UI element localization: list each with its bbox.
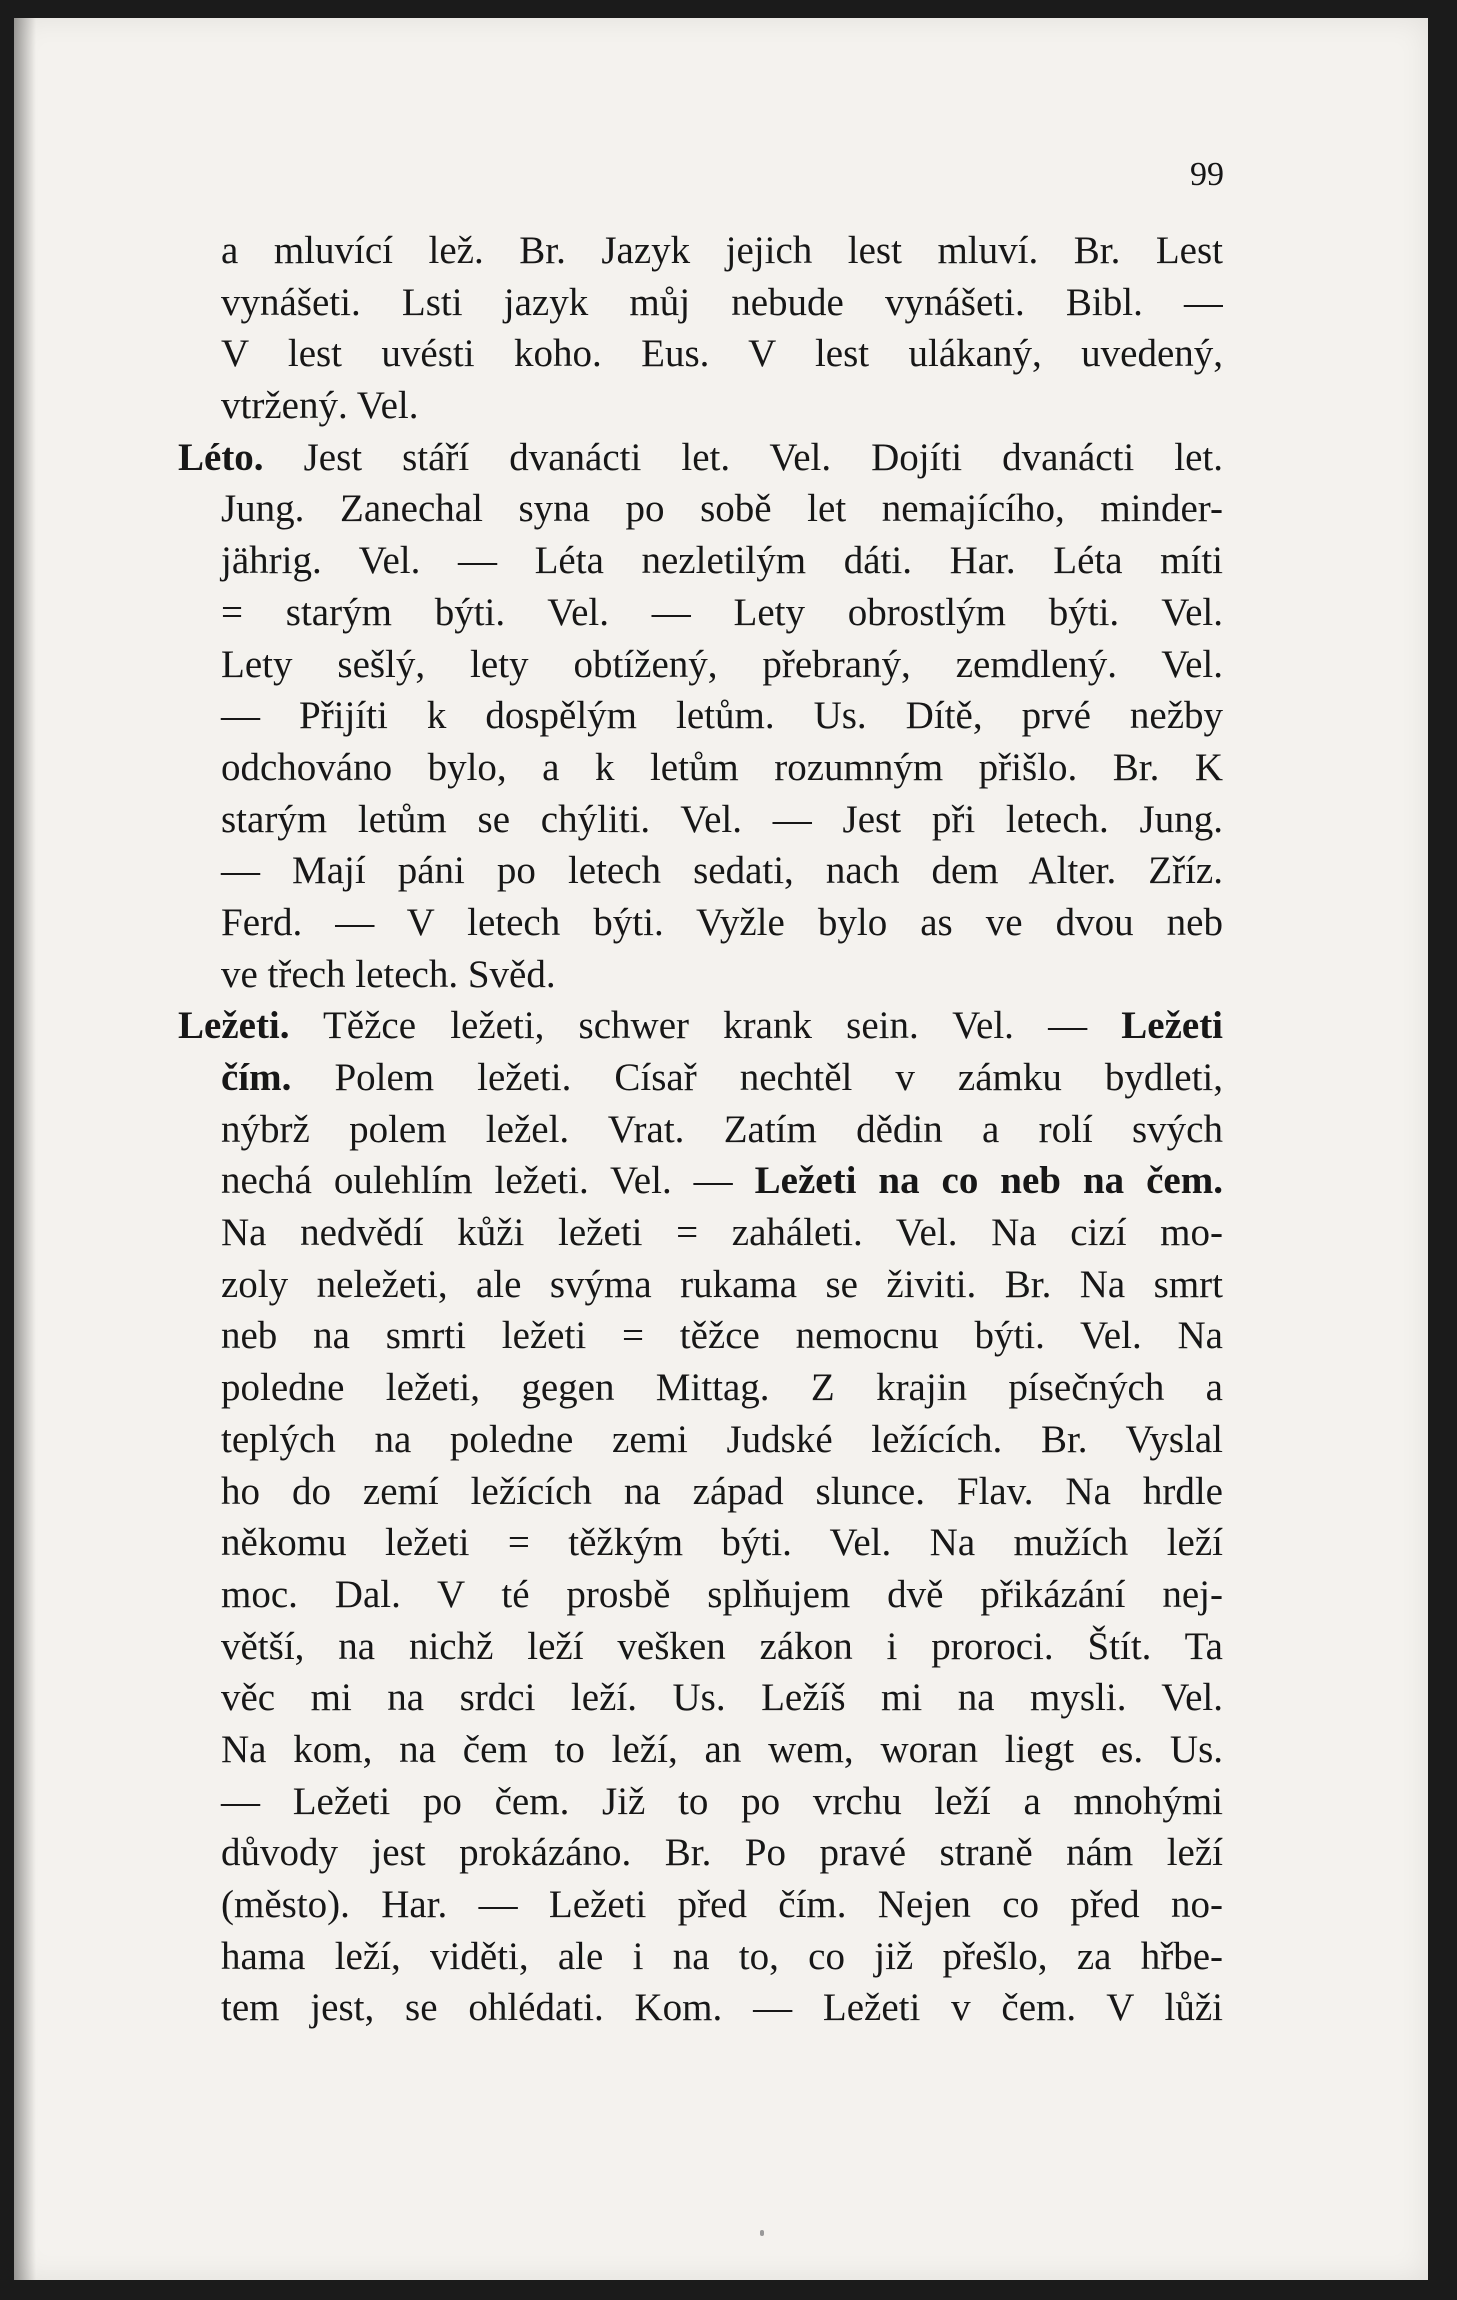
entry-line [178, 1000, 1223, 1052]
text-line: zoly neležeti, ale svýma rukama se živiti. Br. Na smrt [221, 1262, 1223, 1306]
text-line: poledne ležeti, gegen Mittag. Z krajin písečných a [221, 1366, 1223, 1410]
text-line: ve třech letech. Svěd. [221, 952, 556, 996]
page-number: 99 [1190, 156, 1224, 193]
text-line: starým letům se chýliti. Vel. — Jest při letech. Jung. [221, 797, 1223, 841]
text-line: vynášeti. Lsti jazyk můj nebude vynášeti. Bibl. — [221, 280, 1223, 324]
phrase: Ležeti [1121, 1004, 1223, 1048]
text-line: tem jest, se ohlédati. Kom. — Ležeti v čem. V lůži [221, 1986, 1223, 2030]
text-line: Jung. Zanechal syna po sobě let nemajícího, minder- [221, 487, 1223, 531]
text-line: hama leží, viděti, ale i na to, co již přešlo, za hřbe- [221, 1934, 1223, 1978]
text-line: a mluvící lež. Br. Jazyk jejich lest mluví. Br. Lest [221, 229, 1223, 272]
entry-line [178, 432, 1223, 484]
text-line: ho do zemí ležících na západ slunce. Flav. Na hrdle [221, 1469, 1223, 1513]
text-line: neb na smrti ležeti = těžce nemocnu býti. Vel. Na [221, 1314, 1223, 1358]
text-line: = starým býti. Vel. — Lety obrostlým býti. Vel. [221, 590, 1223, 634]
text-line [178, 1052, 1223, 1104]
text-line: odchováno bylo, a k letům rozumným přišlo. Br. K [221, 745, 1223, 789]
dictionary-text [178, 225, 1223, 2034]
text-line: Na kom, na čem to leží, an wem, woran liegt es. Us. [221, 1727, 1223, 1771]
text-fragment: nechá oulehlím ležeti. Vel. — [221, 1159, 733, 1203]
text-line: moc. Dal. V té prosbě splňujem dvě přikázání nej- [221, 1572, 1223, 1616]
text-line [178, 1155, 1223, 1207]
text-line: Ferd. — V letech býti. Vyžle bylo as ve dvou neb [221, 900, 1223, 944]
text-line: důvody jest prokázáno. Br. Po pravé straně nám leží [221, 1831, 1223, 1875]
text-line: věc mi na srdci leží. Us. Ležíš mi na mysli. Vel. [221, 1676, 1223, 1720]
text-line: jährig. Vel. — Léta nezletilým dáti. Har. Léta míti [221, 539, 1223, 583]
text-line: vtržený. Vel. [221, 384, 419, 428]
text-line: větší, na nichž leží vešken zákon i proroci. Štít. Ta [221, 1624, 1223, 1668]
text-fragment: Jest stáří dvanácti let. Vel. Dojíti dvanácti let. [303, 435, 1223, 479]
scan-speck [760, 2230, 764, 2236]
text-fragment: Těžce ležeti, schwer krank sein. Vel. — [322, 1004, 1088, 1048]
text-line: V lest uvésti koho. Eus. V lest ulákaný, uvedený, [221, 332, 1223, 376]
text-line: — Přijíti k dospělým letům. Us. Dítě, prvé nežby [221, 694, 1223, 738]
headword: Léto. [178, 435, 264, 479]
text-line: teplých na poledne zemi Judské ležících. Br. Vyslal [221, 1417, 1223, 1461]
text-line: Na nedvědí kůži ležeti = zaháleti. Vel. Na cizí mo- [221, 1211, 1223, 1255]
headword: Ležeti. [178, 1004, 290, 1048]
text-line: nýbrž polem ležel. Vrat. Zatím dědin a rolí svých [221, 1107, 1223, 1151]
text-fragment: Polem ležeti. Císař nechtěl v zámku bydleti, [334, 1056, 1223, 1099]
text-line: někomu ležeti = těžkým býti. Vel. Na mužích leží [221, 1521, 1223, 1565]
text-line: — Ležeti po čem. Již to po vrchu leží a mnohými [221, 1779, 1223, 1823]
text-line: Lety sešlý, lety obtížený, přebraný, zemdlený. Vel. [221, 642, 1223, 686]
text-line: (město). Har. — Ležeti před čím. Nejen co před no- [221, 1883, 1223, 1926]
phrase: Ležeti na co neb na čem. [754, 1159, 1223, 1203]
page-edge-shadow [14, 18, 36, 2280]
phrase: čím. [221, 1056, 292, 1099]
text-line: — Mají páni po letech sedati, nach dem Alter. Zříz. [221, 849, 1223, 893]
